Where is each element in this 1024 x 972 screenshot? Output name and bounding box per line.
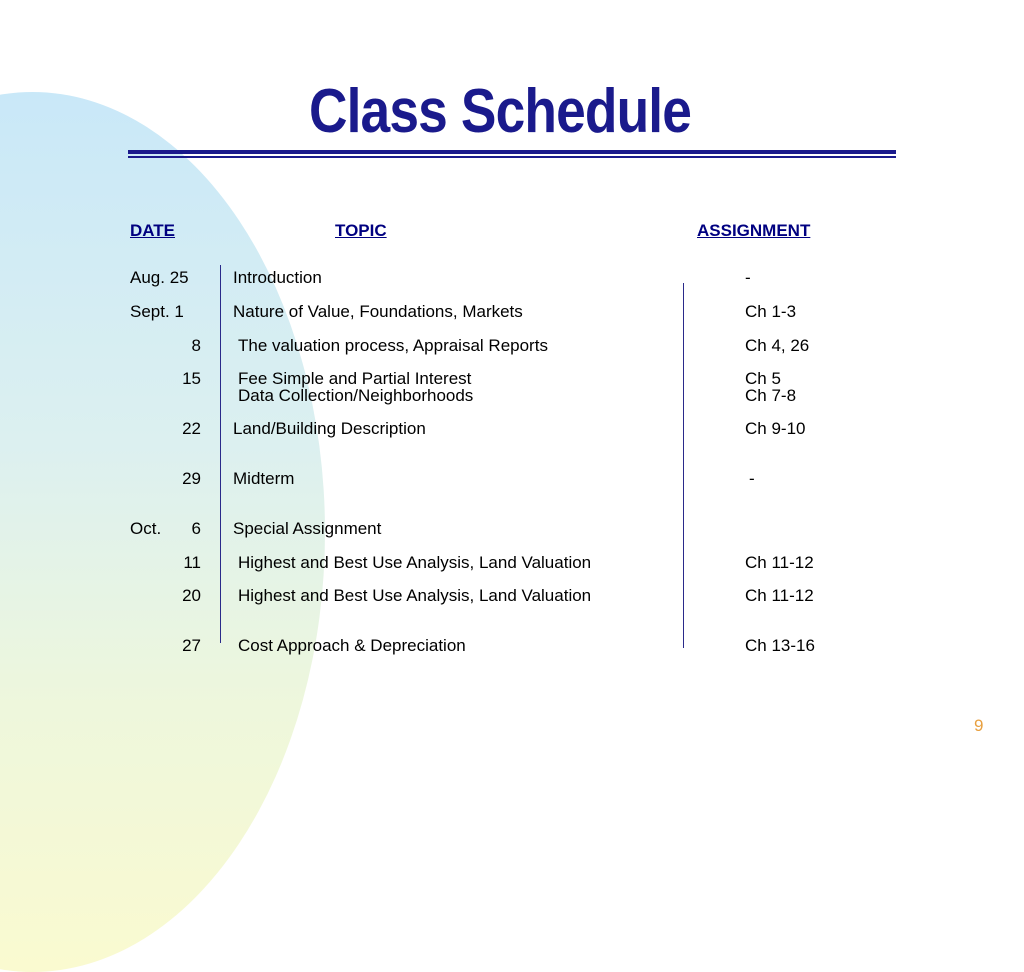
row-assignment: Ch 9-10 [745, 419, 806, 438]
row-date: 6 [191, 519, 201, 538]
title-underline-thick [128, 150, 896, 154]
row-assignment: Ch 11-12 [745, 586, 814, 605]
row-assignment: Ch 1-3 [745, 302, 797, 321]
row-date: 11 [183, 553, 201, 572]
row-topic: The valuation process, Appraisal Reports [238, 336, 548, 355]
row-date: 29 [182, 469, 201, 488]
row-topic: Cost Approach & Depreciation [238, 636, 466, 655]
row-topic: Fee Simple and Partial Interest [238, 369, 472, 388]
row-topic: Introduction [233, 268, 322, 287]
column-header-topic: TOPIC [335, 221, 387, 240]
row-assignment: Ch 11-12 [745, 553, 814, 572]
row-date: 15 [182, 369, 201, 388]
row-date: 20 [182, 586, 201, 605]
row-date: Sept. 1 [130, 302, 184, 321]
row-assignment: Ch 5 [745, 369, 781, 388]
slide-title: Class Schedule [308, 77, 692, 146]
row-date: 27 [182, 636, 201, 655]
row-date: Aug. 25 [130, 268, 189, 287]
row-topic: Special Assignment [233, 519, 382, 538]
row-assignment: Ch 4, 26 [745, 336, 810, 355]
row-date: 8 [191, 336, 201, 355]
page-number: 9 [974, 716, 984, 735]
column-header-date: DATE [130, 221, 176, 240]
row-topic: Highest and Best Use Analysis, Land Valuation [238, 586, 592, 605]
row-assignment: - [745, 268, 751, 287]
row-date-month: Oct. [130, 519, 162, 538]
column-header-assignment: ASSIGNMENT [697, 221, 811, 240]
row-topic: Midterm [233, 469, 295, 488]
row-assignment: - [749, 469, 755, 488]
row-topic: Nature of Value, Foundations, Markets [233, 302, 523, 321]
row-assignment: Ch 13-16 [745, 636, 815, 655]
row-topic-continued: Data Collection/Neighborhoods [238, 386, 474, 405]
topic-column-divider [683, 283, 684, 648]
row-assignment-continued: Ch 7-8 [745, 386, 797, 405]
row-date: 22 [182, 419, 201, 438]
title-underline-thin [128, 156, 896, 158]
row-topic: Land/Building Description [233, 419, 426, 438]
row-topic: Highest and Best Use Analysis, Land Valuation [238, 553, 592, 572]
date-column-divider [220, 265, 221, 643]
